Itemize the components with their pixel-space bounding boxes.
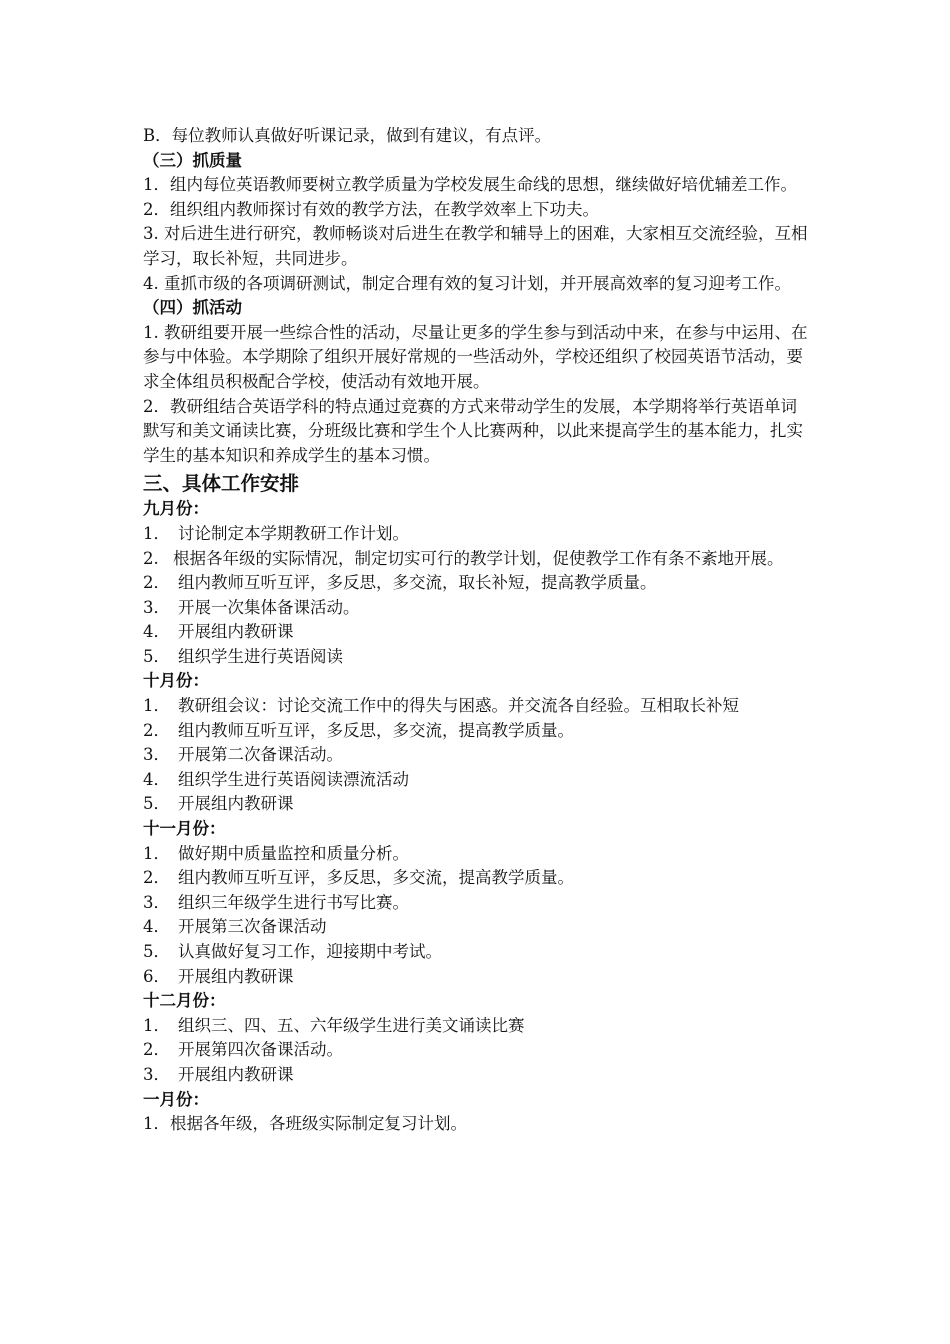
list-item: 2． 组内教师互听互评，多反思，多交流，提高教学质量。 — [143, 868, 574, 888]
quality-item-4: 4. 重抓市级的各项调研测试，制定合理有效的复习计划，并开展高效率的复习迎考工作。 — [143, 273, 791, 293]
list-item: 4． 开展组内教研课 — [143, 622, 294, 642]
list-item: 4． 组织学生进行英语阅读漂流活动 — [143, 769, 409, 789]
list-item: 5． 开展组内教研课 — [143, 794, 294, 814]
month-september: 九月份： — [143, 499, 209, 519]
month-november: 十一月份： — [143, 819, 226, 839]
list-item: 3． 开展第二次备课活动。 — [143, 745, 343, 765]
list-item: 3． 组织三年级学生进行书写比赛。 — [143, 892, 409, 912]
activities-item-2: 2．教研组结合英语学科的特点通过竞赛的方式来带动学生的发展，本学期将举行英语单词默写和美文诵读比赛，分班级比赛和学生个人比赛两种，以此来提高学生的基本能力，扎实学生的基本知识和养成学生的基本习惯。 — [143, 396, 803, 465]
heading-activities: （四）抓活动 — [143, 298, 242, 318]
list-item: 3． 开展一次集体备课活动。 — [143, 597, 360, 617]
quality-item-3: 3. 对后进生进行研究，教师畅谈对后进生在教学和辅导上的困难，大家相互交流经验，互相学习，取长补短，共同进步。 — [143, 224, 808, 268]
heading-schedule: 三、具体工作安排 — [143, 472, 300, 496]
activities-item-1: 1. 教研组要开展一些综合性的活动，尽量让更多的学生参与到活动中来，在参与中运用、在参与中体验。本学期除了组织开展好常规的一些活动外，学校还组织了校园英语节活动，要求全体组员积极配合学校，使活动有效地开展。 — [143, 322, 808, 391]
quality-item-1: 1．组内每位英语教师要树立教学质量为学校发展生命线的思想，继续做好培优辅差工作。 — [143, 175, 797, 195]
list-item: 1． 做好期中质量监控和质量分析。 — [143, 843, 409, 863]
heading-quality: （三）抓质量 — [143, 150, 242, 170]
quality-item-2: 2．组织组内教师探讨有效的教学方法，在教学效率上下功夫。 — [143, 199, 599, 219]
list-item: 4． 开展第三次备课活动 — [143, 917, 327, 937]
list-item: 5． 认真做好复习工作，迎接期中考试。 — [143, 942, 442, 961]
list-item: 2． 组内教师互听互评，多反思，多交流，提高教学质量。 — [143, 720, 574, 740]
document-page — [143, 124, 811, 1137]
month-december: 十二月份： — [143, 991, 226, 1011]
paragraph-b: B．每位教师认真做好听课记录，做到有建议，有点评。 — [143, 126, 552, 145]
month-october: 十月份： — [143, 671, 209, 691]
month-january: 一月份： — [143, 1089, 209, 1109]
list-item: 2． 开展第四次备课活动。 — [143, 1040, 343, 1060]
list-item: 5． 组织学生进行英语阅读 — [143, 646, 343, 666]
list-item: 1． 教研组会议：讨论交流工作中的得失与困惑。并交流各自经验。互相取长补短 — [143, 696, 739, 716]
list-item: 3． 开展组内教研课 — [143, 1064, 294, 1084]
list-item: 2． 组内教师互听互评，多反思，多交流，取长补短，提高教学质量。 — [143, 573, 657, 593]
january-item-1: 1．根据各年级，各班级实际制定复习计划。 — [143, 1114, 467, 1134]
list-item: 1． 讨论制定本学期教研工作计划。 — [143, 523, 409, 543]
list-item: 2. 根据各年级的实际情况，制定切实可行的教学计划，促使教学工作有条不紊地开展。 — [143, 548, 784, 568]
list-item: 6． 开展组内教研课 — [143, 966, 294, 986]
list-item: 1． 组织三、四、五、六年级学生进行美文诵读比赛 — [143, 1015, 525, 1035]
